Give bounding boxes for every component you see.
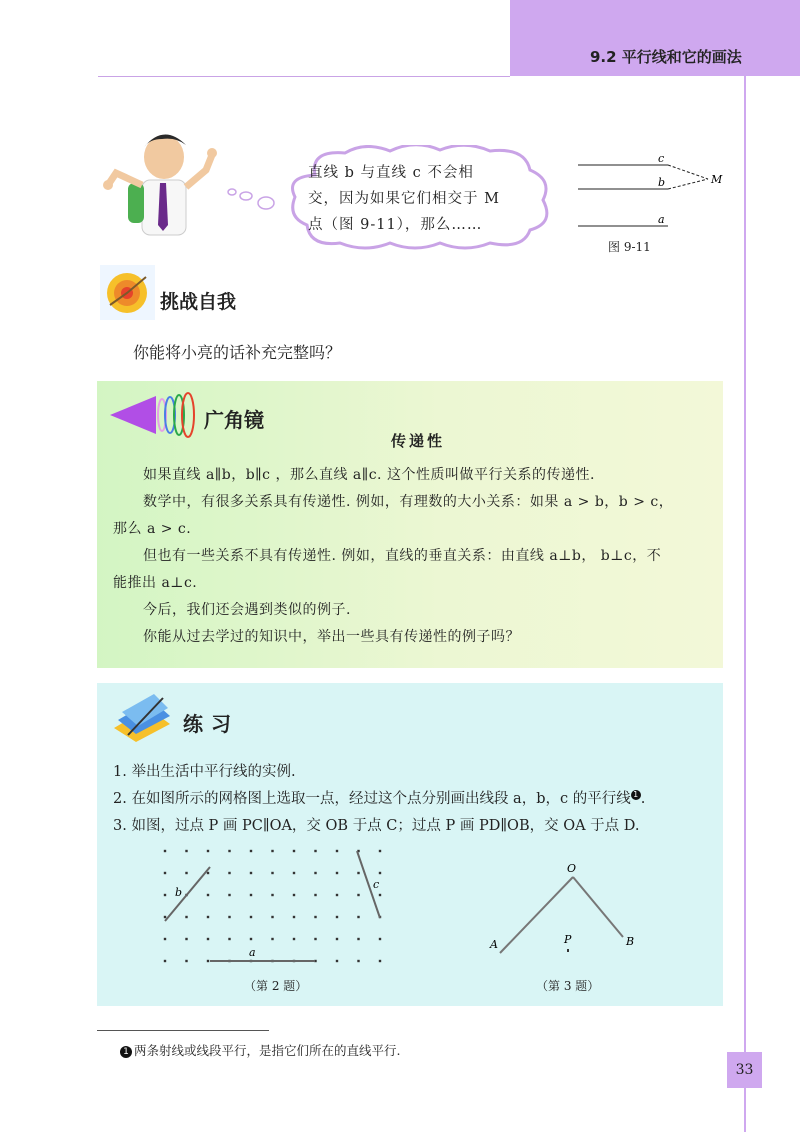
label-c: c (658, 152, 665, 165)
grid-dot (271, 916, 273, 918)
challenge-title: 挑战自我 (160, 291, 237, 313)
exercise-3: 3. 如图，过点 P 画 PC∥OA，交 OB 于点 C；过点 P 画 PD∥OB，交 OA 于点 D. (113, 818, 640, 834)
side-rule (744, 76, 746, 1132)
figure-caption: （第 2 题） (244, 979, 308, 993)
grid-dot (228, 872, 230, 874)
boy-illustration (96, 125, 221, 255)
practice-title: 练习 (183, 712, 239, 736)
lens-icon (108, 390, 198, 440)
grid-dot (271, 872, 273, 874)
grid-dot (357, 938, 359, 940)
challenge-question: 你能将小亮的话补充完整吗？ (133, 343, 342, 362)
grid-dot (164, 872, 166, 874)
grid-dot (357, 960, 359, 962)
paragraph (113, 462, 713, 651)
bubble-line: 交，因为如果它们相交于 M (308, 191, 500, 207)
grid-dot (314, 938, 316, 940)
grid-dot (379, 850, 381, 852)
grid-dot (271, 894, 273, 896)
footnote-text: 两条射线或线段平行，是指它们所在的直线平行. (134, 1043, 401, 1058)
grid-dot (207, 850, 209, 852)
grid-dot (185, 872, 187, 874)
grid-dot (336, 850, 338, 852)
paragraph-line: 你能从过去学过的知识中，举出一些具有传递性的例子吗？ (143, 629, 520, 645)
grid-dot (228, 850, 230, 852)
grid-dot (336, 894, 338, 896)
label-a: a (249, 946, 256, 959)
grid-dot (250, 850, 252, 852)
label-M: M (711, 173, 723, 186)
grid-dot (293, 916, 295, 918)
label-P: P (564, 933, 572, 946)
grid-dot (185, 850, 187, 852)
grid-dot (250, 894, 252, 896)
angle-figure (485, 855, 645, 965)
exercise-2: 2. 在如图所示的网格图上选取一点，经过这个点分别画出线段 a，b，c 的平行线 1 . (113, 790, 646, 807)
grid-dot (207, 894, 209, 896)
grid-dot (250, 872, 252, 874)
grid-dot (164, 850, 166, 852)
footnote-rule (97, 1030, 269, 1031)
grid-dot (207, 916, 209, 918)
grid-dot (379, 872, 381, 874)
paragraph-line: 但也有一些关系不具有传递性. 例如，直线的垂直关系：由直线 a⊥b， b⊥c，不 (143, 548, 662, 564)
label-b: b (175, 886, 183, 899)
wide-angle-subtitle: 传递性 (390, 432, 445, 450)
footnote (120, 1041, 400, 1059)
grid-dot (207, 872, 209, 874)
paragraph-line: 如果直线 a∥b，b∥c ，那么直线 a∥c. 这个性质叫做平行关系的传递性. (143, 467, 595, 483)
grid-dot (293, 872, 295, 874)
grid-dot (336, 872, 338, 874)
label-a: a (658, 213, 665, 226)
books-icon (108, 690, 178, 745)
footnote-number: 1 (120, 1046, 132, 1058)
figure-9-11 (570, 150, 730, 240)
figure-caption: 图 9-11 (608, 240, 651, 254)
grid-dot (228, 916, 230, 918)
grid-dot (185, 960, 187, 962)
section-title: 9.2 平行线和它的画法 (590, 48, 742, 66)
grid-dot (336, 938, 338, 940)
paragraph-line: 数学中，有很多关系具有传递性. 例如，有理数的大小关系：如果 a > b，b > c， (143, 494, 674, 510)
grid-dot (228, 894, 230, 896)
grid-dot (207, 938, 209, 940)
label-O: O (567, 862, 577, 875)
grid-dot (336, 960, 338, 962)
grid-dot (379, 960, 381, 962)
label-b: b (658, 176, 666, 189)
grid-dot (314, 916, 316, 918)
grid-dot (293, 850, 295, 852)
grid-dot (314, 872, 316, 874)
bubble-text (308, 160, 533, 238)
grid-dot (314, 850, 316, 852)
grid-dot (250, 916, 252, 918)
grid-dot (164, 916, 166, 918)
wide-angle-title: 广角镜 (204, 408, 264, 432)
label-c: c (373, 878, 380, 891)
bubble-line: 点（图 9-11），那么…… (308, 217, 483, 233)
grid-dot (250, 938, 252, 940)
label-A: A (490, 938, 498, 951)
grid-dot (207, 960, 209, 962)
figure-caption: （第 3 题） (536, 979, 600, 993)
grid-dot (293, 938, 295, 940)
grid-dot (379, 894, 381, 896)
grid-dot (379, 938, 381, 940)
bubble-line: 直线 b 与直线 c 不会相 (308, 165, 474, 181)
header-rule (98, 76, 510, 77)
grid-dot (228, 938, 230, 940)
challenge-icon (100, 265, 155, 320)
grid-dot (336, 916, 338, 918)
grid-dot (164, 894, 166, 896)
grid-dot (271, 850, 273, 852)
grid-dot (185, 938, 187, 940)
grid-dot (357, 894, 359, 896)
footnote-marker: 1 (631, 790, 641, 800)
paragraph-line: 能推出 a⊥c. (113, 575, 198, 591)
paragraph-line: 那么 a > c. (113, 521, 192, 537)
grid-dot (357, 872, 359, 874)
grid-dot (357, 916, 359, 918)
label-B: B (626, 935, 635, 948)
grid-dot (164, 938, 166, 940)
grid-figure (155, 843, 395, 973)
grid-dot (164, 960, 166, 962)
thought-dots (222, 170, 292, 220)
exercise-1: 1. 举出生活中平行线的实例. (113, 764, 296, 780)
grid-dot (271, 938, 273, 940)
grid-dot (314, 894, 316, 896)
page-number: 33 (735, 1062, 754, 1078)
grid-dot (185, 916, 187, 918)
paragraph-line: 今后，我们还会遇到类似的例子. (143, 602, 351, 618)
exercise-2-text: 2. 在如图所示的网格图上选取一点，经过这个点分别画出线段 a，b，c 的平行线 (113, 791, 631, 807)
grid-dot (293, 894, 295, 896)
